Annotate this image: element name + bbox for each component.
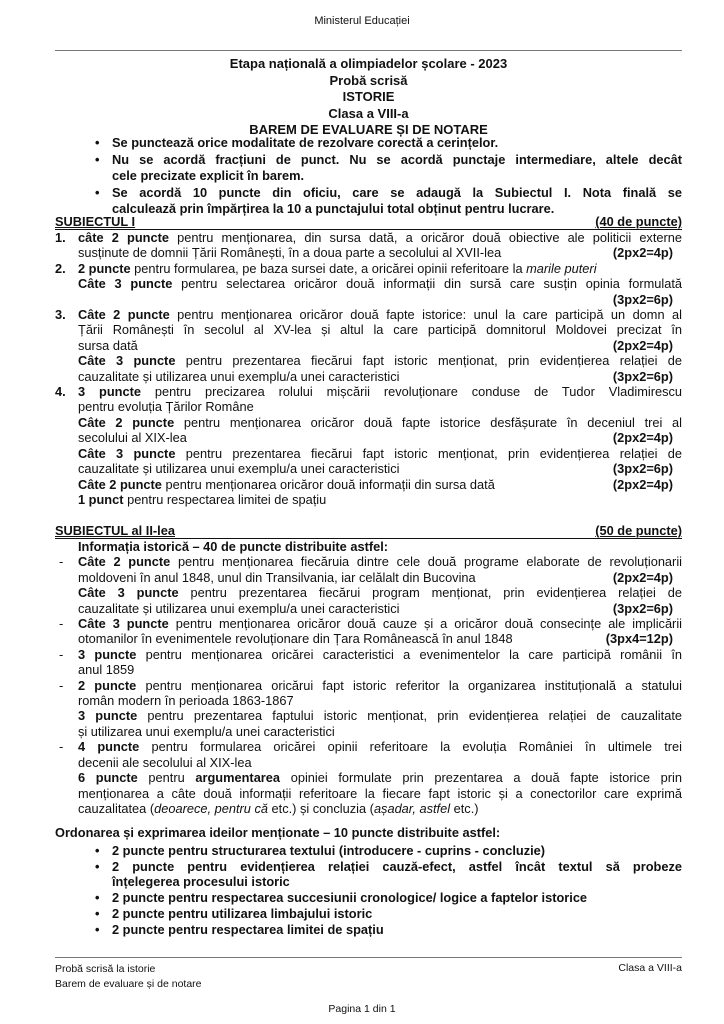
text-line	[112, 874, 682, 889]
text-line	[78, 430, 682, 445]
bold-text: 2 puncte pentru respectarea succesiunii cronologice/ logice a faptelor istorice	[112, 889, 588, 905]
plain-text: otomanilor în evenimentele revoluționare din Țara Românească în anul 1848	[78, 631, 513, 647]
order-items	[55, 843, 682, 937]
title-line: Etapa națională a olimpiadelor școlare - 2023	[229, 56, 508, 71]
line-text	[78, 631, 513, 646]
plain-text: pentru formularea, pe baza sursei date, a oricărei opinii referitoare la	[130, 260, 527, 276]
line-text	[78, 570, 476, 585]
text-line	[78, 616, 682, 631]
item-marker: -	[59, 677, 64, 693]
plain-text: pentru prezentarea fiecărui fapt istoric menționat, prin evidențierea relației de	[175, 353, 682, 369]
points-value: (3px2=6p)	[612, 291, 673, 307]
subject-2-item	[55, 647, 682, 678]
item-marker: 3.	[55, 307, 66, 323]
bold-text: 3 puncte	[78, 646, 137, 662]
subject-2-item	[55, 739, 682, 816]
footer-doc-type: Barem de evaluare și de notare	[55, 978, 202, 990]
line-text	[78, 369, 400, 384]
plain-text: pentru prezentarea faptului istoric menționat, prin evidențierea relației de cauzalitate	[137, 708, 682, 724]
plain-text: pentru menționarea oricăror două informații din sursa dată	[161, 476, 495, 492]
points-value: (3px4=12p)	[605, 631, 673, 647]
order-item	[95, 889, 682, 905]
text-line	[112, 906, 682, 921]
italic-text: deoarece, pentru că	[154, 800, 268, 816]
line-text	[78, 755, 252, 770]
line-text	[78, 554, 682, 569]
text-line	[112, 152, 682, 167]
item-marker: •	[95, 152, 100, 168]
line-text	[78, 739, 682, 754]
line-text	[112, 168, 304, 183]
line-text	[78, 276, 682, 291]
bold-text: Câte 2 puncte	[78, 554, 171, 570]
bold-text: 2 puncte pentru respectarea limitei de spațiu	[112, 921, 384, 937]
line-text	[78, 492, 326, 507]
line-text	[112, 152, 682, 167]
bold-text: câte 2 puncte	[78, 230, 169, 245]
line-text	[78, 353, 682, 368]
plain-text: și utilizarea unui exemplu/a unei caracteristici	[78, 723, 335, 739]
header-divider	[55, 50, 682, 51]
order-item	[95, 858, 682, 890]
text-line	[78, 570, 682, 585]
bold-text: Câte 2 puncte	[78, 307, 170, 323]
text-line	[78, 307, 682, 322]
text-line	[78, 461, 682, 476]
text-line	[78, 662, 682, 677]
line-text	[112, 185, 682, 200]
plain-text: pentru evoluția Țărilor Române	[78, 399, 254, 415]
plain-text: pentru menționarea oricăror două fapte istorice desfășurate în deceniul trei al	[174, 414, 682, 430]
line-text	[78, 430, 187, 445]
text-line	[78, 693, 682, 708]
italic-text: așadar, astfel	[373, 800, 451, 816]
plain-text: pentru precizarea rolului mișcării revoluționare conduse de Tudor Vladimirescu	[140, 384, 682, 400]
plain-text: pentru formularea oricărei opinii referitoare la evoluția României în ultimele trei	[139, 739, 682, 755]
text-line	[78, 601, 682, 616]
plain-text: anul 1859	[78, 662, 135, 678]
bold-text: 2 puncte	[78, 677, 137, 693]
bold-text: Câte 3 puncte	[78, 616, 169, 632]
text-line	[78, 276, 682, 291]
item-marker: 1.	[55, 230, 66, 245]
bold-text: Câte 3 puncte	[78, 445, 176, 461]
footer-subject: Probă scrisă la istorie	[55, 963, 156, 975]
bold-text: argumentarea	[195, 770, 281, 786]
page-number: Pagina 1 din 1	[328, 1003, 396, 1015]
line-text	[78, 786, 682, 801]
order-item	[95, 921, 682, 937]
text-line	[78, 399, 682, 414]
bold-text: calculează prin împărțirea la 10 a punctajului total obținut pentru lucrare.	[112, 200, 555, 216]
subject-1	[55, 214, 682, 507]
line-text	[112, 922, 384, 937]
line-text	[78, 446, 682, 461]
header-institution: Ministerul Educației	[314, 15, 410, 27]
text-line	[112, 922, 682, 937]
rule-item	[95, 185, 682, 216]
bold-text: 1 punct	[78, 491, 124, 507]
plain-text: cauzalitate și utilizarea unui exemplu/a unei caracteristici	[78, 461, 400, 477]
item-marker: •	[95, 185, 100, 201]
title-line: Probă scrisă	[329, 72, 408, 88]
plain-text: sursa dată	[78, 337, 138, 353]
order-item	[95, 842, 682, 858]
line-text	[112, 906, 372, 921]
subject-1-item	[55, 261, 682, 307]
plain-text: pentru menționarea oricăror două cauze și a oricăror două consecințe ale implicării	[168, 616, 683, 632]
text-line	[78, 261, 682, 276]
line-text	[78, 585, 682, 600]
subject-2-title: SUBIECTUL al II-lea	[55, 523, 175, 538]
points-value: (3px2=6p)	[612, 461, 673, 477]
line-text	[112, 859, 682, 874]
line-text	[78, 678, 682, 693]
text-line	[78, 477, 682, 492]
line-text	[78, 415, 682, 430]
bold-text: 2 puncte pentru utilizarea limbajului istoric	[112, 905, 373, 921]
text-line	[78, 708, 682, 723]
plain-text: pentru menționarea fiecăruia dintre cele două programe elaborate de revoluționarii	[170, 554, 683, 570]
text-line	[78, 801, 682, 816]
text-line	[78, 230, 682, 245]
line-text	[78, 693, 294, 708]
points-value: (2px2=4p)	[612, 430, 673, 446]
subject-2	[55, 523, 682, 937]
subject-1-items	[55, 230, 682, 507]
text-line	[112, 135, 682, 150]
text-line	[78, 770, 682, 785]
points-value: (2px2=4p)	[612, 245, 673, 261]
subject-2-points: (50 de puncte)	[595, 523, 682, 538]
bold-text: cele precizate explicit în barem.	[112, 167, 305, 183]
plain-text: cauzalitatea (	[78, 800, 155, 816]
subject-2-heading	[55, 523, 682, 539]
points-value: (2px2=4p)	[612, 337, 673, 353]
points-value: (2px2=4p)	[612, 476, 673, 492]
text-line	[78, 384, 682, 399]
plain-text: susținute de domnii Țării Românești, în a doua parte a secolului al XVII-lea	[78, 245, 502, 261]
text-line	[78, 739, 682, 754]
plain-text: pentru menționarea oricărui fapt istoric referitor la organizarea instituțională a statului	[136, 677, 682, 693]
item-marker: -	[59, 646, 64, 662]
text-line	[78, 415, 682, 430]
item-marker: 2.	[55, 260, 66, 276]
bold-text: 4 puncte	[78, 739, 140, 755]
bold-text: Câte 2 puncte	[78, 414, 175, 430]
footer-divider	[55, 957, 682, 958]
bold-text: Câte 2 puncte	[78, 476, 162, 492]
footer-left	[55, 962, 202, 992]
line-text	[78, 724, 335, 739]
item-marker: 4.	[55, 384, 66, 400]
text-line	[78, 353, 682, 368]
order-item	[95, 905, 682, 921]
item-marker: -	[59, 739, 64, 755]
rule-item	[95, 135, 682, 150]
line-text	[112, 890, 587, 905]
bold-text: Câte 3 puncte	[78, 276, 173, 292]
subject-2-item	[55, 678, 682, 740]
text-line	[78, 678, 682, 693]
item-marker: •	[95, 905, 100, 921]
text-line	[78, 755, 682, 770]
plain-text: decenii ale secolului al XIX-lea	[78, 754, 252, 770]
item-marker: •	[95, 135, 100, 150]
title-line: Clasa a VIII-a	[328, 105, 409, 121]
text-line	[112, 185, 682, 200]
bold-text: 2 puncte pentru structurarea textului (introducere - cuprins - concluzie)	[112, 842, 546, 858]
text-line	[78, 369, 682, 384]
text-line	[78, 322, 682, 337]
line-text	[78, 230, 682, 245]
text-line	[78, 631, 682, 646]
text-line	[78, 554, 682, 569]
plain-text: etc.) și concluzia (	[267, 800, 374, 816]
points-value: (3px2=6p)	[612, 368, 673, 384]
plain-text: cauzalitate și utilizarea unui exemplu/a unei caracteristici	[78, 600, 400, 616]
plain-text: pentru selectarea oricăror două informații din sursă care susțin opinia formulată	[172, 276, 682, 292]
text-line	[112, 168, 682, 183]
bold-text: 3 puncte	[78, 384, 141, 400]
bold-text: înțelegerea procesului istoric	[112, 874, 290, 890]
italic-text: marile puteri	[526, 260, 597, 276]
info-heading: Informația istorică – 40 de puncte distribuite astfel:	[78, 539, 389, 554]
bold-text: 6 puncte	[78, 770, 138, 786]
plain-text: secolului al XIX-lea	[78, 430, 187, 446]
line-text	[78, 708, 682, 723]
title-line: BAREM DE EVALUARE ȘI DE NOTARE	[249, 122, 488, 137]
bold-text: 3 puncte	[78, 708, 138, 724]
plain-text: pentru	[137, 770, 196, 786]
title-line: ISTORIE	[342, 89, 395, 104]
rule-item	[95, 152, 682, 183]
plain-text: pentru menționarea oricărei caracteristici a evenimentelor la care participă românii în	[136, 646, 682, 662]
subject-1-heading	[55, 214, 682, 230]
line-text	[78, 399, 254, 414]
plain-text: pentru menționarea, din sursa dată, a oricăror două obiective ale politicii externe	[168, 230, 682, 245]
line-text	[112, 843, 545, 858]
line-text	[78, 616, 682, 631]
line-text	[78, 477, 495, 492]
line-text	[78, 384, 682, 399]
line-text	[78, 662, 134, 677]
plain-text: opiniei formulate prin prezentarea a două fapte istorice prin	[280, 770, 682, 786]
plain-text: român modern în perioada 1863-1867	[78, 693, 294, 709]
plain-text: pentru prezentarea fiecărui program menționat, prin evidențierea relației de	[178, 585, 682, 601]
line-text	[78, 647, 682, 662]
plain-text: moldoveni în anul 1848, unul din Transilvania, iar celălalt din Bucovina	[78, 569, 476, 585]
text-line	[78, 338, 682, 353]
line-text	[78, 801, 479, 816]
points-value: (3px2=6p)	[612, 600, 673, 616]
plain-text: pentru prezentarea fiecărui fapt istoric menționat, prin evidențierea relației de	[175, 445, 682, 461]
footer-class: Clasa a VIII-a	[618, 962, 682, 974]
text-line	[78, 647, 682, 662]
plain-text: menționarea a câte două informații referitoare la fiecare fapt istoric și a conectorilor care exprimă	[78, 785, 682, 801]
bold-text: Se acordă 10 puncte din oficiu, care se adaugă la Subiectul I. Nota finală se	[112, 185, 682, 201]
text-line	[78, 724, 682, 739]
line-text	[78, 338, 138, 353]
bold-text: Se punctează orice modalitate de rezolvare corectă a cerințelor.	[112, 135, 499, 150]
general-rules	[95, 135, 682, 216]
line-text	[78, 461, 400, 476]
line-text	[78, 601, 400, 616]
item-marker: •	[95, 921, 100, 937]
plain-text: pentru menționarea oricăror două fapte istorice: unul la care participă un domn al	[169, 307, 682, 323]
subject-1-points: (40 de puncte)	[595, 214, 682, 229]
bold-text: 2 puncte pentru evidențierea relației cauză-efect, astfel încât textul să probeze	[112, 858, 682, 874]
subject-2-item	[55, 616, 682, 647]
bold-text: 2 puncte	[78, 260, 131, 276]
plain-text: pentru respectarea limitei de spațiu	[123, 491, 327, 507]
line-text	[78, 261, 597, 276]
line-text	[78, 307, 682, 322]
line-text	[112, 874, 290, 889]
text-line	[112, 843, 682, 858]
item-marker: •	[95, 842, 100, 858]
line-text	[112, 135, 498, 150]
subject-1-title: SUBIECTUL I	[55, 214, 136, 229]
text-line	[78, 492, 682, 507]
item-marker: •	[95, 858, 100, 874]
plain-text: etc.)	[450, 800, 479, 816]
bold-text: Câte 3 puncte	[78, 585, 179, 601]
points-value: (2px2=4p)	[612, 569, 673, 585]
text-line	[78, 585, 682, 600]
text-line	[78, 245, 682, 260]
bold-text: Câte 3 puncte	[78, 353, 176, 369]
line-text	[78, 245, 501, 260]
item-marker: -	[59, 616, 64, 632]
text-line	[112, 859, 682, 874]
text-line	[78, 786, 682, 801]
order-heading: Ordonarea și exprimarea ideilor menționate – 10 puncte distribuite astfel:	[55, 825, 501, 841]
subject-1-item	[55, 307, 682, 384]
subject-2-items	[55, 554, 682, 816]
item-marker: -	[59, 554, 64, 570]
item-marker: •	[95, 889, 100, 905]
bold-text: Nu se acordă fracțiuni de punct. Nu se acordă punctaje intermediare, altele decât	[112, 152, 682, 168]
line-text	[78, 322, 682, 337]
text-line	[112, 890, 682, 905]
subject-1-item	[55, 230, 682, 261]
plain-text: cauzalitate și utilizarea unui exemplu/a unei caracteristici	[78, 368, 400, 384]
subject-1-item	[55, 384, 682, 507]
subject-2-item	[55, 554, 682, 616]
text-line	[78, 446, 682, 461]
plain-text: Țării Românești în secolul al XV-lea și altul la care participă domnitorul Moldovei precizat în	[78, 322, 682, 338]
text-line	[78, 292, 682, 307]
line-text	[78, 770, 682, 785]
document-title	[55, 56, 682, 139]
